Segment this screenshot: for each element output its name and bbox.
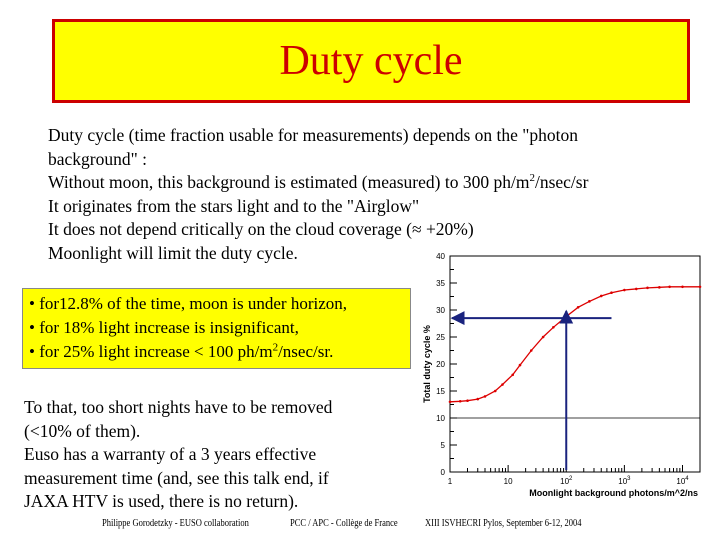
footer-lab: PCC / APC - Collège de France	[290, 518, 398, 529]
y-tick-label: 5	[440, 441, 445, 450]
data-point	[459, 400, 462, 403]
bullet-box	[22, 288, 411, 369]
data-point	[530, 349, 533, 352]
closing-line: (<10% of them).	[24, 420, 141, 441]
data-point	[542, 336, 545, 339]
data-point	[476, 398, 479, 401]
intro-line: Duty cycle (time fraction usable for measurements) depends on the "photon	[48, 125, 579, 145]
data-point	[466, 399, 469, 402]
intro-line: Moonlight will limit the duty cycle.	[48, 242, 298, 263]
closing-line: To that, too short nights have to be removed	[24, 397, 333, 417]
bullet-item: • for 18% light increase is insignificant,	[29, 318, 299, 337]
title-banner	[52, 19, 690, 103]
x-tick-label: 10	[503, 477, 513, 486]
y-axis-title: Total duty cycle %	[422, 325, 432, 403]
data-point	[623, 289, 626, 292]
y-tick-label: 30	[436, 306, 445, 315]
data-point	[519, 364, 522, 367]
data-point	[484, 395, 487, 398]
data-point	[588, 300, 591, 303]
data-point	[668, 285, 671, 288]
data-point	[699, 285, 702, 288]
data-point	[600, 295, 603, 298]
data-point	[658, 286, 661, 289]
y-tick-label: 0	[440, 468, 445, 477]
bullet-item: • for12.8% of the time, moon is under horizon,	[29, 294, 348, 313]
slide-title: Duty cycle	[279, 38, 463, 84]
y-tick-label: 10	[436, 414, 445, 423]
data-point	[449, 401, 452, 404]
plot-frame	[450, 256, 700, 472]
closing-line: JAXA HTV is used, there is no return).	[24, 491, 299, 511]
y-tick-label: 15	[436, 387, 445, 396]
intro-line: Without moon, this background is estimated (measured) to 300 $ph/m^2/nsec/sr$	[48, 172, 589, 193]
closing-text	[24, 396, 404, 514]
data-point	[646, 287, 649, 290]
data-point	[552, 326, 555, 329]
duty-cycle-chart	[412, 246, 712, 518]
duty-cycle-line	[450, 287, 700, 402]
data-point	[610, 291, 613, 294]
intro-line: It does not depend critically on the cloud coverage (≈ +20%)	[48, 219, 474, 240]
bullet-item: • for 25% light increase < 100 $ph/m^2/nsec/sr$.	[29, 341, 334, 361]
y-tick-label: 20	[436, 360, 445, 369]
footer-author: Philippe Gorodetzky - EUSO collaboration	[102, 518, 249, 529]
intro-line: background" :	[48, 148, 147, 169]
x-tick-label: $10^4$	[676, 476, 689, 486]
x-tick-label: $10^2$	[560, 476, 573, 486]
data-point	[635, 288, 638, 291]
data-point	[501, 383, 504, 386]
data-point	[681, 285, 684, 288]
y-tick-label: 35	[436, 279, 445, 288]
intro-line: It originates from the stars light and to the "Airglow"	[48, 195, 420, 216]
y-tick-label: 25	[436, 333, 445, 342]
x-tick-label: $10^3$	[618, 476, 631, 486]
x-tick-label: 1	[447, 477, 453, 486]
intro-text	[48, 124, 688, 266]
closing-line: measurement time (and, see this talk end, if	[24, 467, 329, 488]
data-point	[577, 306, 580, 309]
closing-line: Euso has a warranty of a 3 years effective	[24, 444, 317, 464]
data-point	[511, 374, 514, 377]
data-point	[494, 390, 497, 393]
x-axis-title: Moonlight background photons/m^2/ns	[529, 488, 698, 498]
y-tick-label: 40	[436, 252, 445, 261]
footer-conference: XIII ISVHECRI Pylos, September 6-12, 2004	[425, 518, 582, 529]
